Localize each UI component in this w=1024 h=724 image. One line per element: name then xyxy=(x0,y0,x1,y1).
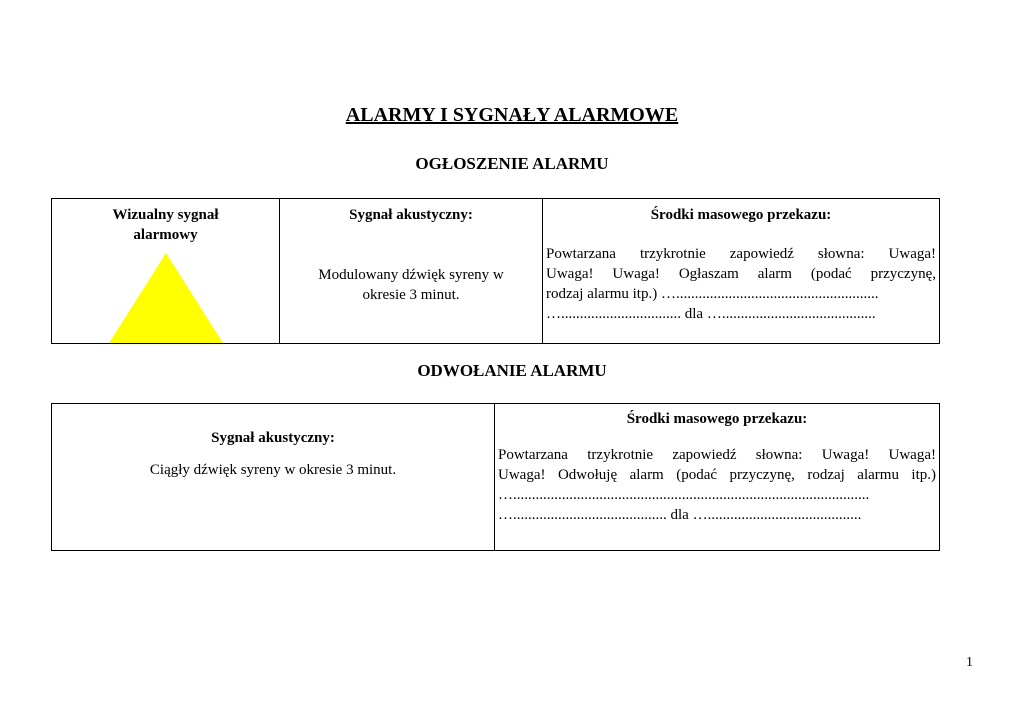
cancel-mass-media-line1: Powtarzana trzykrotnie zapowiedź słowna: Uwaga! Uwaga! xyxy=(498,447,936,463)
mass-media-cell xyxy=(543,199,940,344)
section-heading-cancellation: ODWOŁANIE ALARMU xyxy=(417,361,607,380)
mass-media-header: Środki masowego przekazu: xyxy=(650,207,832,223)
acoustic-signal-line1: Modulowany dźwięk syreny w xyxy=(318,267,504,283)
cancellation-table xyxy=(51,403,940,551)
cancel-mass-media-header: Środki masowego przekazu: xyxy=(626,411,808,427)
mass-media-line1: Powtarzana trzykrotnie zapowiedź słowna: Uwaga! xyxy=(546,246,936,262)
announcement-table xyxy=(51,198,940,344)
mass-media-line2: Uwaga! Uwaga! Ogłaszam alarm (podać przyczynę, xyxy=(546,266,936,282)
cancel-mass-media-line3: …............................................................................................... xyxy=(498,487,870,503)
cancel-mass-media-cell xyxy=(495,404,940,551)
acoustic-signal-line2: okresie 3 minut. xyxy=(362,287,460,303)
cancel-mass-media-line2: Uwaga! Odwołuję alarm (podać przyczynę, rodzaj alarmu itp.) xyxy=(498,467,936,483)
page-number: 1 xyxy=(966,655,973,670)
yellow-triangle-icon xyxy=(109,253,223,343)
cancel-acoustic-signal-cell xyxy=(52,404,495,551)
cancel-acoustic-signal-text: Ciągły dźwięk syreny w okresie 3 minut. xyxy=(149,462,397,478)
acoustic-signal-cell xyxy=(280,199,543,344)
section-heading-announcement: OGŁOSZENIE ALARMU xyxy=(415,154,609,173)
document-title: ALARMY I SYGNAŁY ALARMOWE xyxy=(345,104,679,126)
cancel-acoustic-signal-header: Sygnał akustyczny: xyxy=(211,430,335,446)
visual-signal-cell xyxy=(52,199,280,344)
acoustic-signal-header: Sygnał akustyczny: xyxy=(349,207,473,223)
visual-signal-header-line2: alarmowy xyxy=(133,227,198,243)
mass-media-line4: …................................ dla …......................................... xyxy=(546,306,876,322)
visual-signal-header-line1: Wizualny sygnał xyxy=(112,207,219,223)
cancel-mass-media-line4: …......................................... dla …......................................... xyxy=(498,507,862,523)
mass-media-line3: rodzaj alarmu itp.) …...................................................... xyxy=(546,286,879,302)
